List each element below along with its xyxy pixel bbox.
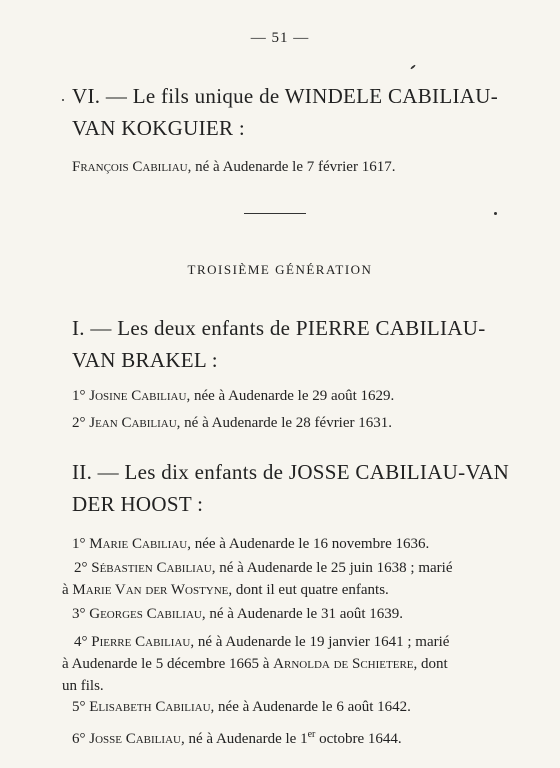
spouse-name: Arnolda de Schietere: [273, 656, 414, 672]
entry-text: à: [62, 582, 73, 598]
person-name: Marie Cabiliau: [89, 536, 188, 552]
entry-text: , née à Audenarde le 16 novembre 1636.: [187, 536, 430, 552]
person-name: François Cabiliau: [72, 159, 188, 175]
entry-text: , dont: [413, 656, 448, 672]
entry-number: 1°: [72, 388, 86, 404]
entry-text: , né à Audenarde le 19 janvier 1641 ; marié: [190, 634, 450, 650]
entry-josse: [72, 724, 512, 750]
ink-mark: [62, 99, 64, 101]
person-name: Pierre Cabiliau: [91, 634, 191, 650]
entry-josine: [72, 385, 512, 407]
entry-number: 2°: [72, 415, 86, 431]
entry-text: octobre 1644.: [315, 731, 402, 747]
entry-francois: [72, 156, 512, 178]
person-name: Jean Cabiliau: [89, 415, 177, 431]
section-vi-heading: [72, 80, 512, 144]
entry-number: 1°: [72, 536, 86, 552]
heading-line: DER HOOST :: [72, 492, 204, 516]
entry-text: à Audenarde le 5 décembre 1665 à: [62, 656, 274, 672]
entry-number: 2°: [74, 560, 88, 576]
heading-line: II. — Les dix enfants de JOSSE CABILIAU-VAN: [72, 460, 510, 484]
heading-line: VAN KOKGUIER :: [72, 116, 245, 140]
entry-text: , né à Audenarde le 7 février 1617.: [187, 159, 396, 175]
entry-text: , né à Audenarde le 25 juin 1638 ; marié: [211, 560, 453, 576]
entry-line: [62, 631, 512, 653]
entry-marie: [72, 533, 512, 555]
entry-number: 4°: [74, 634, 88, 650]
entry-line: [62, 557, 512, 579]
person-name: Georges Cabiliau: [89, 606, 202, 622]
entry-text: , né à Audenarde le 28 février 1631.: [176, 415, 393, 431]
entry-text: , née à Audenarde le 29 août 1629.: [186, 388, 395, 404]
person-name: Sébastien Cabiliau: [91, 560, 212, 576]
generation-title: TROISIÈME GÉNÉRATION: [187, 262, 373, 277]
entry-number: 6°: [72, 731, 86, 747]
entry-jean: [72, 412, 512, 434]
entry-sebastien: [62, 557, 512, 601]
spouse-name: Marie Van der Wostyne: [72, 582, 229, 598]
entry-line: [62, 579, 512, 601]
page-number: — 51 —: [250, 30, 310, 46]
entry-line: un fils.: [62, 678, 104, 694]
entry-pierre: [62, 631, 512, 697]
ordinal-suffix: er: [307, 729, 316, 740]
section-i-heading: [72, 312, 512, 376]
entry-text: , né à Audenarde le: [180, 731, 301, 747]
entry-text: , dont il eut quatre enfants.: [228, 582, 389, 598]
entry-text: 1: [300, 731, 308, 747]
person-name: Josse Cabiliau: [89, 731, 181, 747]
entry-line: [62, 653, 512, 675]
entry-georges: [72, 603, 512, 625]
heading-line: VAN BRAKEL :: [72, 348, 218, 372]
entry-number: 3°: [72, 606, 86, 622]
section-ii-heading: [72, 456, 512, 520]
ink-mark: [410, 64, 416, 69]
entry-number: 5°: [72, 699, 86, 715]
heading-line: VI. — Le fils unique de WINDELE CABILIAU-: [72, 84, 498, 108]
person-name: Elisabeth Cabiliau: [89, 699, 211, 715]
person-name: Josine Cabiliau: [89, 388, 187, 404]
heading-line: I. — Les deux enfants de PIERRE CABILIAU-: [72, 316, 486, 340]
entry-text: , né à Audenarde le 31 août 1639.: [201, 606, 404, 622]
section-divider: [244, 213, 306, 214]
entry-text: , née à Audenarde le 6 août 1642.: [210, 699, 411, 715]
ink-mark: [494, 212, 497, 215]
entry-elisabeth: [72, 696, 512, 718]
